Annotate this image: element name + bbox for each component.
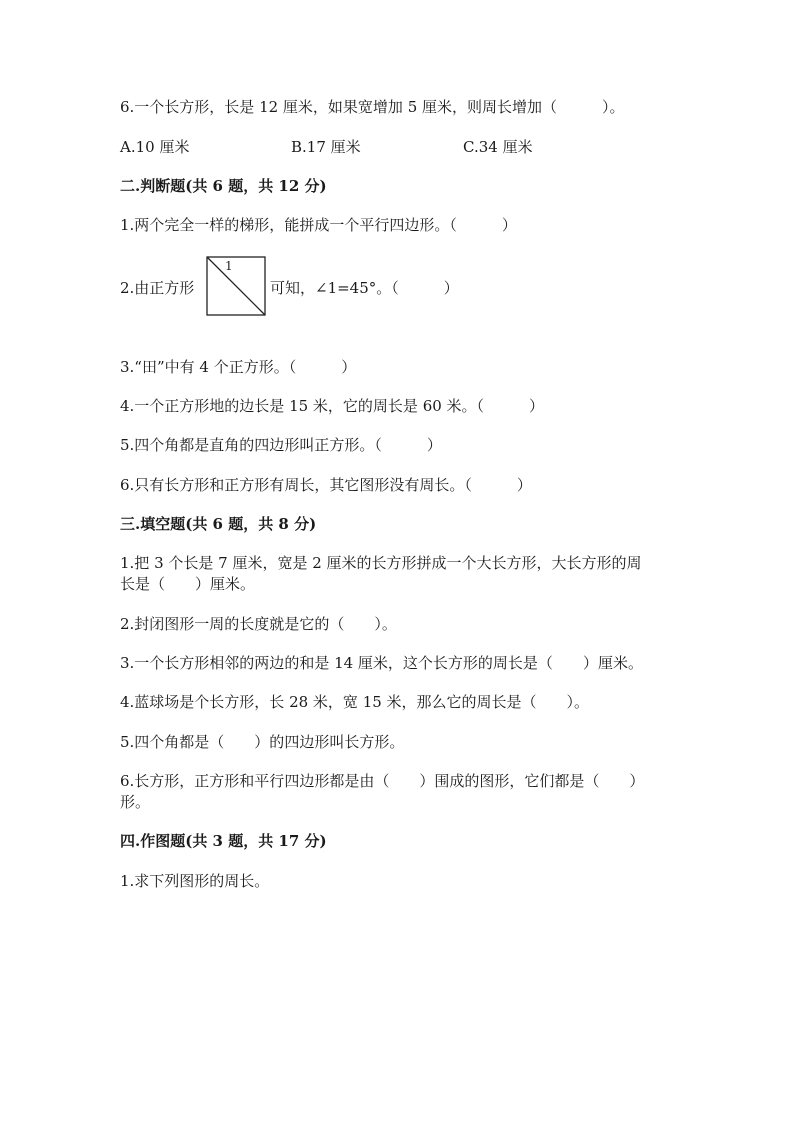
square-diagonal-figure: [206, 256, 266, 316]
question-judge-4: 4.一个正方形地的边长是 15 米，它的周长是 60 米。（ ）: [120, 397, 545, 415]
question-fill-4: 4.蓝球场是个长方形，长 28 米，宽 15 米，那么它的周长是（ ）。: [120, 693, 590, 711]
question-choice-6: 6.一个长方形，长是 12 厘米，如果宽增加 5 厘米，则周长增加（ ）。: [120, 98, 625, 116]
section-draw-heading: 四.作图题(共 3 题，共 17 分): [120, 832, 327, 850]
section-fill-heading: 三.填空题(共 6 题，共 8 分): [120, 515, 317, 533]
question-judge-2-prefix: 2.由正方形: [120, 279, 195, 297]
question-fill-1-line2: 长是（ ）厘米。: [120, 575, 256, 593]
question-fill-6-line1: 6.长方形，正方形和平行四边形都是由（ ）围成的图形，它们都是（ ）: [120, 772, 645, 790]
option-a: A.10 厘米: [120, 138, 190, 156]
question-fill-1-line1: 1.把 3 个长是 7 厘米，宽是 2 厘米的长方形拼成一个大长方形，大长方形的周: [120, 554, 642, 572]
question-fill-3: 3.一个长方形相邻的两边的和是 14 厘米，这个长方形的周长是（ ）厘米。: [120, 654, 643, 672]
question-fill-2: 2.封闭图形一周的长度就是它的（ ）。: [120, 615, 397, 633]
question-judge-1: 1.两个完全一样的梯形，能拼成一个平行四边形。（ ）: [120, 216, 517, 234]
section-judge-heading: 二.判断题(共 6 题，共 12 分): [120, 177, 327, 195]
question-fill-6-line2: 形。: [120, 793, 151, 811]
question-judge-3: 3.“田”中有 4 个正方形。（ ）: [120, 358, 357, 376]
question-judge-6: 6.只有长方形和正方形有周长，其它图形没有周长。（ ）: [120, 476, 532, 494]
question-judge-2-suffix: 可知，∠1=45°。（ ）: [270, 279, 459, 297]
question-judge-5: 5.四个角都是直角的四边形叫正方形。（ ）: [120, 436, 442, 454]
question-draw-1: 1.求下列图形的周长。: [120, 872, 270, 890]
question-fill-5: 5.四个角都是（ ）的四边形叫长方形。: [120, 733, 405, 751]
option-b: B.17 厘米: [291, 138, 361, 156]
square-diagonal: [207, 257, 265, 315]
angle-label: 1: [225, 259, 233, 273]
option-c: C.34 厘米: [463, 138, 533, 156]
